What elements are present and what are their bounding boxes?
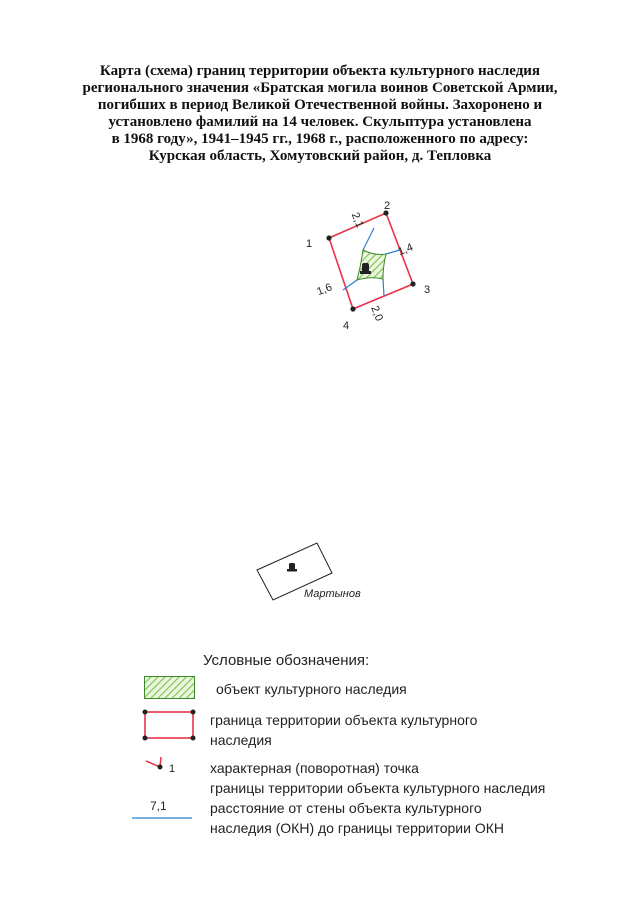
point-label-1: 1 (306, 238, 313, 250)
legend-title: Условные обозначения: (203, 652, 370, 669)
legend-text: наследия (ОКН) до границы территории ОКН (210, 820, 504, 836)
title-line: в 1968 году», 1941–1945 гг., 1968 г., расположенного по адресу: (111, 131, 529, 147)
point-label-3: 3 (424, 284, 431, 296)
title-line: установлено фамилий на 14 человек. Скульптура установлена (108, 114, 532, 130)
title-line: погибших в период Великой Отечественной войны. Захоронено и (97, 97, 543, 113)
distance-label-bottom: 2,0 (368, 304, 386, 323)
title-line: регионального значения «Братская могила воинов Советской Армии, (82, 80, 558, 96)
legend-point-sample: 1 (169, 763, 176, 775)
distance-label-top: 2,1 (348, 210, 366, 230)
legend-text: границы территории объекта культурного наследия (210, 780, 546, 796)
legend-item-boundary (210, 710, 477, 750)
legend-text: расстояние от стены объекта культурного (210, 800, 482, 816)
nearby-monument-icon (287, 563, 297, 572)
point-label-2: 2 (384, 200, 391, 212)
title-line: Курская область, Хомутовский район, д. Тепловка (148, 148, 492, 164)
distance-label-right: 1,4 (396, 241, 415, 259)
legend-swatch-object (144, 676, 196, 700)
nearby-object-label: Мартынов (304, 588, 361, 600)
legend-item-object (216, 679, 407, 699)
point-label-4: 4 (343, 320, 350, 332)
legend-distance-sample: 7,1 (150, 799, 167, 813)
legend-text: характерная (поворотная) точка (210, 760, 419, 776)
legend-swatch-distance (130, 797, 194, 823)
legend-text: граница территории объекта культурного (210, 712, 478, 728)
legend-text: объект культурного наследия (216, 681, 407, 697)
legend-item-distance (210, 798, 504, 838)
legend-swatch-boundary (140, 708, 198, 742)
legend-swatch-turning-point (144, 755, 184, 777)
distance-label-left: 1,6 (315, 281, 334, 299)
legend-item-turning-point (210, 758, 545, 798)
title-line: Карта (схема) границ территории объекта культурного наследия (99, 63, 541, 79)
legend-text: наследия (210, 732, 272, 748)
heritage-object-shape (357, 250, 386, 280)
